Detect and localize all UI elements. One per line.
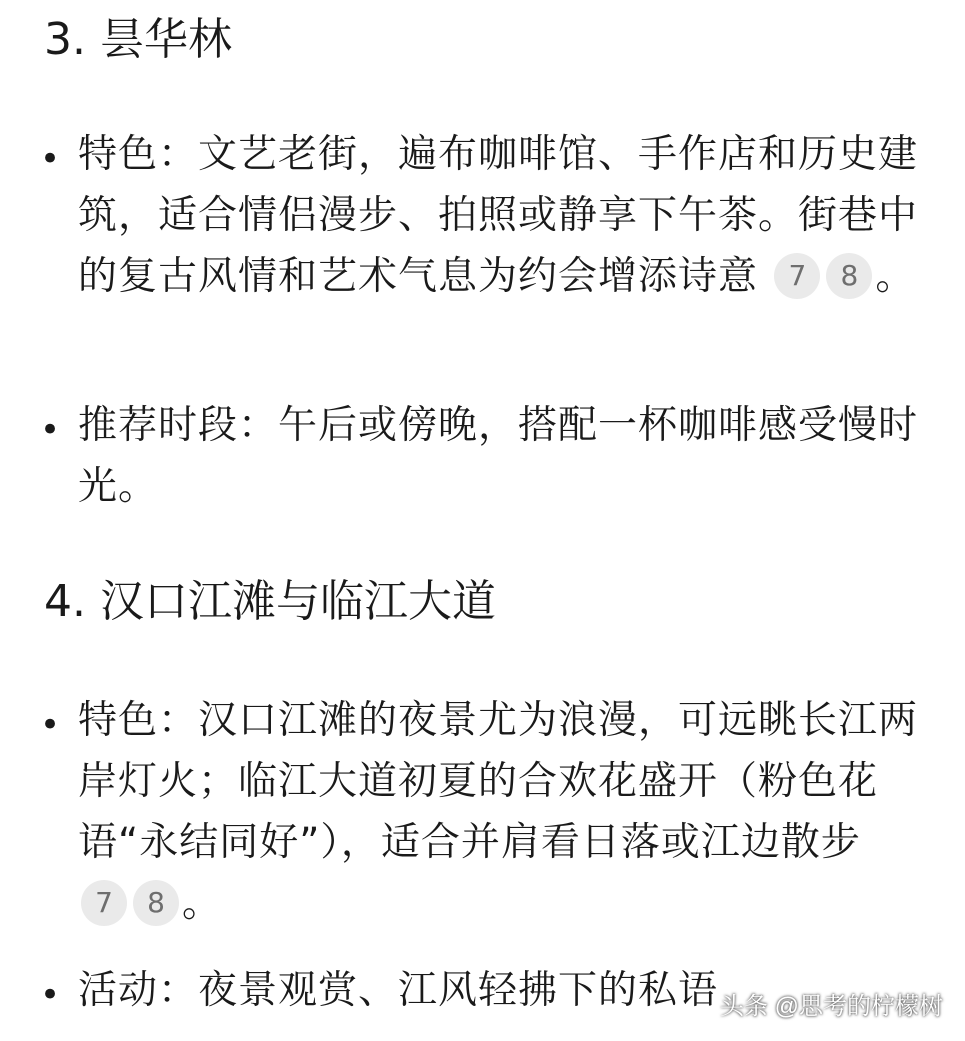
bullet-item-features bbox=[40, 124, 920, 307]
bullet-text bbox=[78, 690, 920, 934]
watermark: 头条 @思考的柠檬树 bbox=[719, 993, 943, 1020]
bullet-dot: • bbox=[40, 975, 61, 1015]
bullet-text bbox=[78, 124, 920, 307]
bullet-text: 推荐时段：午后或傍晚，搭配一杯咖啡感受慢时光。 bbox=[78, 403, 919, 509]
citation-badge[interactable]: 8 bbox=[133, 880, 179, 926]
bullet-dot: • bbox=[40, 705, 61, 745]
bullet-dot: • bbox=[40, 410, 61, 450]
bullet-text-content: 特色：文艺老街，遍布咖啡馆、手作店和历史建筑，适合情侣漫步、拍照或静享下午茶。街巷中的复古风情和艺术气息为约会增添诗意 bbox=[78, 132, 919, 299]
bullet-dot: • bbox=[40, 139, 61, 179]
citation-badge[interactable]: 8 bbox=[826, 253, 872, 299]
bullet-text-end: 。 bbox=[875, 254, 916, 299]
bullet-text-content: 特色：汉口江滩的夜景尤为浪漫，可远眺长江两岸灯火；临江大道初夏的合欢花盛开（粉色花语“永结同好”），适合并肩看日落或江边散步 bbox=[78, 698, 919, 865]
citation-badge[interactable]: 7 bbox=[81, 880, 127, 926]
bullet-item-time bbox=[40, 395, 920, 517]
citation-badge[interactable]: 7 bbox=[774, 253, 820, 299]
section-heading-4: 4. 汉口江滩与临江大道 bbox=[44, 576, 496, 627]
bullet-text: 活动：夜景观赏、江风轻拂下的私语 bbox=[78, 968, 719, 1013]
section-heading-3: 3. 昙华林 bbox=[44, 14, 232, 65]
bullet-text-end: 。 bbox=[182, 881, 223, 926]
bullet-item-features bbox=[40, 690, 920, 934]
